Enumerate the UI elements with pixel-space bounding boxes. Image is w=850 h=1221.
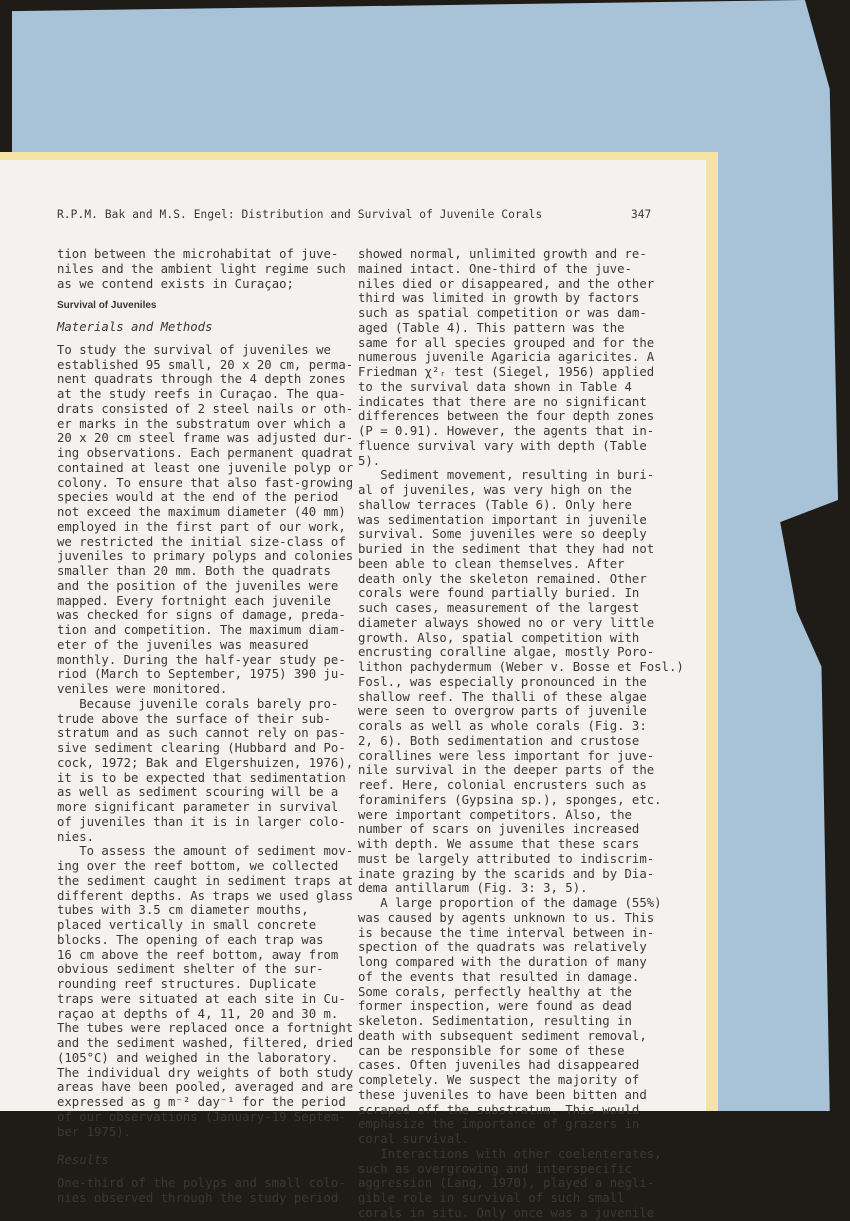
paragraph: Sediment movement, resulting in buri- al of juveniles, was very high on the shallow terraces (Table 6). Only here was sedimentation important in juvenile survival. Some juveniles were so deeply buried in the sediment that they had not been able to clean themselves. After death only the skeleton remained. Other corals were found partially buried. In such cases, measurement of the largest diameter always showed no or very little growth. Also, spatial competition with encrusting coralline algae, mostly Poro- lithon pachydermum (Weber v. Bosse et Fosl.) Fosl., was especially pronounced in the shallow reef. The thalli of these algae were seen to overgrow parts of juvenile corals as well as whole corals (Fig. 3: 2, 6). Both sedimentation and crustose corallines were less important for juve- nile survival in the deeper parts of the reef. Here, colonial encrusters such as foraminifers (Gypsina sp.), sponges, etc. were important competitors. Also, the number of scars on juveniles increased with depth. We assume that these scars must be largely attributed to indiscrim- inate grazing by the scarids and by Dia- dema antillarum (Fig. 3: 3, 5). bbox=[358, 468, 684, 896]
page-number: 347 bbox=[631, 208, 652, 221]
paragraph: Because juvenile corals barely pro- trude above the surface of their sub- stratum and as such cannot rely on pas- sive sediment clearing (Hubbard and Po- cock, 1972; Bak and Elgershuizen, 1976), it is to be expected that sedimentation as well as sediment scouring will be a more significant parameter in survival of juveniles than it is in larger colo- nies. bbox=[57, 696, 354, 844]
results-heading: Results bbox=[57, 1153, 109, 1168]
intro-paragraph: tion between the microhabitat of juve- niles and the ambient light regime such as we contend exists in Curaçao; bbox=[57, 247, 346, 291]
right-column bbox=[358, 247, 684, 1221]
paragraph: To assess the amount of sediment mov- ing over the reef bottom, we collected the sediment caught in sediment traps at different depths. As traps we used glass tubes with 3.5 cm diameter mouths, placed vertically in small concrete blocks. The opening of each trap was 16 cm above the reef bottom, away from obvious sediment shelter of the sur- rounding reef structures. Duplicate traps were situated at each site in Cu- raçao at depths of 4, 11, 20 and 30 m. The tubes were replaced once a fortnight and the sediment washed, filtered, dried (105°C) and weighed in the laboratory. The individual dry weights of both study areas have been pooled, averaged and are expressed as g m⁻² day⁻¹ for the period of our observations (January-19 Septem- ber 1975). bbox=[57, 844, 354, 1139]
left-column bbox=[57, 247, 352, 1206]
journal-page bbox=[0, 160, 706, 1220]
section-heading: Survival of Juveniles bbox=[57, 300, 157, 312]
running-head: R.P.M. Bak and M.S. Engel: Distribution and Survival of Juvenile Corals bbox=[57, 208, 543, 221]
paragraph: To study the survival of juveniles we established 95 small, 20 x 20 cm, perma- nent quadrats through the 4 depth zones at the study reefs in Curaçao. The qua- drats consisted of 2 steel nails or oth- er marks in the substratum over which a 20 x 20 cm steel frame was adjusted dur- ing observations. Each permanent quadrat contained at least one juvenile polyp or colony. To ensure that also fast-growing species would at the end of the period not exceed the maximum diameter (40 mm) employed in the first part of our work, we restricted the initial size-class of juveniles to primary polyps and colonies smaller than 20 mm. Both the quadrats and the position of the juveniles were mapped. Every fortnight each juvenile was checked for signs of damage, preda- tion and competition. The maximum diam- eter of the juveniles was measured monthly. During the half-year study pe- riod (March to September, 1975) 390 ju- veniles were monitored. bbox=[57, 342, 354, 696]
methods-heading: Materials and Methods bbox=[57, 320, 213, 334]
paragraph: showed normal, unlimited growth and re- mained intact. One-third of the juve- niles died or disappeared, and the other third was limited in growth by factors such as spatial competition or was dam- aged (Table 4). This pattern was the same for all species grouped and for the numerous juvenile Agaricia agaricites. A Friedman χ²ᵣ test (Siegel, 1956) applied to the survival data shown in Table 4 indicates that there are no significant differences between the four depth zones (P = 0.91). However, the agents that in- fluence survival vary with depth (Table 5). bbox=[358, 247, 655, 468]
paragraph: One-third of the polyps and small colo- nies observed through the study period bbox=[57, 1176, 346, 1205]
paragraph: Interactions with other coelenterates, such as overgrowing and interspecific aggression (Lang, 1970), played a negli- gible role in survival of such small corals in situ. Only once was a juvenile bbox=[358, 1146, 662, 1220]
paragraph: A large proportion of the damage (55%) was caused by agents unknown to us. This is because the time interval between in- spection of the quadrats was relatively long compared with the duration of many of the events that resulted in damage. Some corals, perfectly healthy at the former inspection, were found as dead skeleton. Sedimentation, resulting in death with subsequent sediment removal, can be responsible for some of these cases. Often juveniles had disappeared completely. We suspect the majority of these juveniles to have been bitten and scraped off the substratum. This would emphasize the importance of grazers in coral survival. bbox=[358, 896, 662, 1146]
